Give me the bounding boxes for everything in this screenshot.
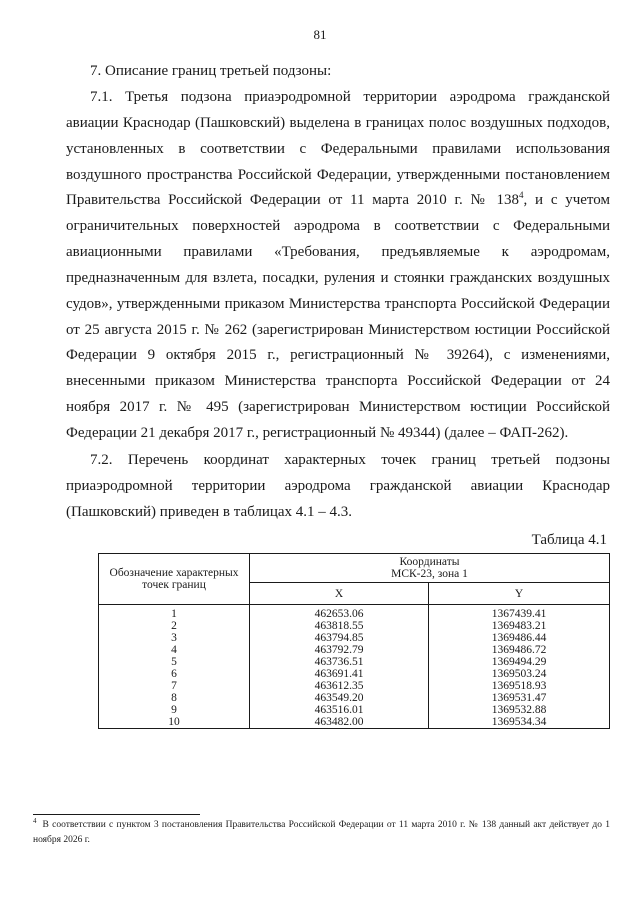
table-row	[99, 680, 610, 692]
section-heading: 7. Описание границ третьей подзоны:	[90, 63, 332, 79]
footnote	[33, 818, 610, 848]
x-coordinate-cell: 463482.00	[250, 716, 429, 729]
x-coordinate-cell: 463516.01	[250, 704, 429, 716]
x-coordinate-cell: 463736.51	[250, 656, 429, 668]
y-coordinate-cell: 1369503.24	[429, 668, 610, 680]
footnote-text: В соответствии с пунктом 3 постановления Правительства Российской Федерации от 11 марта 2010 г. № 138 данный акт действует до 1 ноября 2026 г.	[33, 820, 610, 845]
y-coordinate-cell: 1369486.72	[429, 644, 610, 656]
table-row	[99, 605, 610, 621]
paragraph-7-2: 7.2. Перечень координат характерных точек границ третьей подзоны приаэродромной территории аэродрома гражданской авиации Краснодар (Пашковский) приведен в таблицах 4.1 – 4.3.	[66, 452, 610, 520]
table-row	[99, 692, 610, 704]
table-row	[99, 632, 610, 644]
point-number-cell: 6	[99, 668, 250, 680]
coordinates-table	[98, 553, 610, 729]
header-coordinate-system: МСК-23, зона 1	[391, 568, 468, 580]
x-coordinate-cell: 463691.41	[250, 668, 429, 680]
point-number-cell: 4	[99, 644, 250, 656]
point-number-cell: 10	[99, 716, 250, 729]
header-y: Y	[429, 583, 610, 605]
y-coordinate-cell: 1369483.21	[429, 620, 610, 632]
y-coordinate-cell: 1367439.41	[429, 605, 610, 621]
footnote-divider	[33, 814, 200, 815]
table-row	[99, 716, 610, 729]
point-number-cell: 3	[99, 632, 250, 644]
x-coordinate-cell: 463792.79	[250, 644, 429, 656]
table-row	[99, 644, 610, 656]
table-row	[99, 704, 610, 716]
y-coordinate-cell: 1369518.93	[429, 680, 610, 692]
table-body	[99, 605, 610, 729]
x-coordinate-cell: 463794.85	[250, 632, 429, 644]
point-number-cell: 2	[99, 620, 250, 632]
y-coordinate-cell: 1369486.44	[429, 632, 610, 644]
point-number-cell: 1	[99, 605, 250, 621]
paragraph-7-1-text-start: 7.1. Третья подзона приаэродромной территории аэродрома гражданской авиации Краснодар (Пашковский) выделена в границах полос воздушных подходов, установленных в соответствии с Федеральными правилами использования воздушного пространства Российской Федерации, утвержденными постановлением Правительства Российской Федерации от 11 марта 2010 г. № 138	[66, 89, 610, 209]
paragraph-7-1	[66, 85, 610, 447]
y-coordinate-cell: 1369534.34	[429, 716, 610, 729]
y-coordinate-cell: 1369531.47	[429, 692, 610, 704]
point-number-cell: 8	[99, 692, 250, 704]
table-row	[99, 656, 610, 668]
header-point-designation: Обозначение характерных точек границ	[99, 554, 250, 605]
x-coordinate-cell: 462653.06	[250, 605, 429, 621]
point-number-cell: 9	[99, 704, 250, 716]
point-number-cell: 5	[99, 656, 250, 668]
x-coordinate-cell: 463818.55	[250, 620, 429, 632]
header-coordinates-title: Координаты	[399, 556, 460, 568]
footnote-reference: 4	[519, 190, 524, 201]
page-number: 81	[313, 27, 327, 42]
footnote-marker: 4	[33, 816, 37, 825]
table-row	[99, 668, 610, 680]
table-row	[99, 620, 610, 632]
paragraph-7-1-text-end: , и с учетом ограничительных поверхностей аэродрома в соответствии с Федеральными авиационными правилами «Требования, предъявляемые к аэродромам, предназначенным для взлета, посадки, руления и стоянки гражданских воздушных судов», утвержденными приказом Министерства транспорта Российской Федерации от 25 августа 2015 г. № 262 (зарегистрирован Министерством юстиции Российской Федерации 9 октября 2015 г., регистрационный № 39264), с изменениями, внесенными приказом Министерства транспорта Российской Федерации от 24 ноября 2017 г. № 495 (зарегистрирован Министерством юстиции Российской Федерации 21 декабря 2017 г., регистрационный № 49344) (далее – ФАП-262).	[66, 192, 610, 441]
y-coordinate-cell: 1369494.29	[429, 656, 610, 668]
x-coordinate-cell: 463612.35	[250, 680, 429, 692]
table-caption: Таблица 4.1	[531, 532, 607, 548]
y-coordinate-cell: 1369532.88	[429, 704, 610, 716]
header-coordinates	[250, 554, 610, 583]
x-coordinate-cell: 463549.20	[250, 692, 429, 704]
point-number-cell: 7	[99, 680, 250, 692]
header-x: X	[250, 583, 429, 605]
